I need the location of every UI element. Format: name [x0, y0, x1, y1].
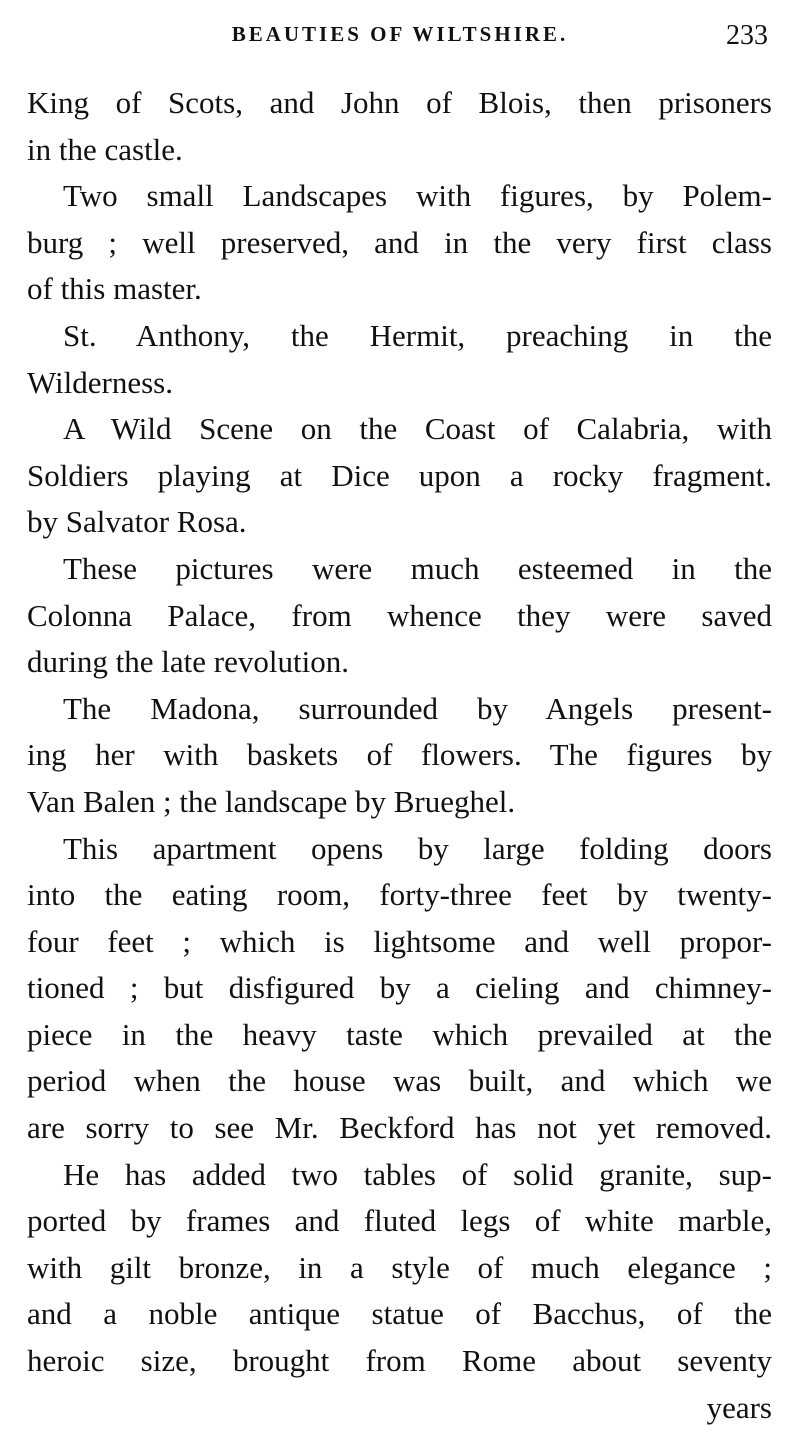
- text-line: This apartment opens by large folding doors: [63, 830, 772, 866]
- text-line: by Salvator Rosa.: [27, 504, 247, 540]
- text-line: and a noble antique statue of Bacchus, of the: [27, 1296, 772, 1332]
- body-text: [27, 80, 772, 1431]
- text-line: of this master.: [27, 271, 202, 307]
- text-line: The Madona, surrounded by Angels present-: [63, 690, 772, 726]
- text-line: piece in the heavy taste which prevailed at the: [27, 1016, 772, 1052]
- running-title: BEAUTIES OF WILTSHIRE.: [231, 22, 569, 46]
- text-line: These pictures were much esteemed in the: [63, 550, 772, 586]
- text-line: heroic size, brought from Rome about seventy: [27, 1343, 772, 1379]
- text-line: A Wild Scene on the Coast of Calabria, with: [63, 411, 772, 447]
- text-line: in the castle.: [27, 131, 183, 167]
- text-line: Van Balen ; the landscape by Brueghel.: [27, 783, 516, 819]
- text-line: He has added two tables of solid granite, sup-: [63, 1156, 772, 1192]
- running-head: [0, 20, 800, 54]
- text-line: burg ; well preserved, and in the very first class: [27, 224, 772, 260]
- text-line: into the eating room, forty-three feet by twenty-: [27, 877, 772, 913]
- text-line: are sorry to see Mr. Beckford has not yet removed.: [27, 1110, 772, 1146]
- text-line: Two small Landscapes with figures, by Polem-: [63, 178, 772, 214]
- text-line: King of Scots, and John of Blois, then prisoners: [27, 85, 772, 120]
- text-line: ported by frames and fluted legs of white marble,: [27, 1203, 772, 1239]
- text-line: Soldiers playing at Dice upon a rocky fragment.: [27, 457, 772, 493]
- page-number: 233: [726, 20, 768, 51]
- text-line: St. Anthony, the Hermit, preaching in the: [63, 317, 772, 353]
- text-line: tioned ; but disfigured by a cieling and chimney-: [27, 970, 772, 1006]
- text-line: four feet ; which is lightsome and well propor-: [27, 923, 772, 959]
- text-line: Colonna Palace, from whence they were saved: [27, 597, 772, 633]
- catchword: years: [706, 1389, 772, 1425]
- text-line: with gilt bronze, in a style of much elegance ;: [27, 1249, 772, 1285]
- text-line: during the late revolution.: [27, 644, 349, 680]
- text-line: ing her with baskets of flowers. The figures by: [27, 737, 772, 773]
- text-line: period when the house was built, and which we: [27, 1063, 772, 1099]
- text-line: Wilderness.: [27, 364, 173, 400]
